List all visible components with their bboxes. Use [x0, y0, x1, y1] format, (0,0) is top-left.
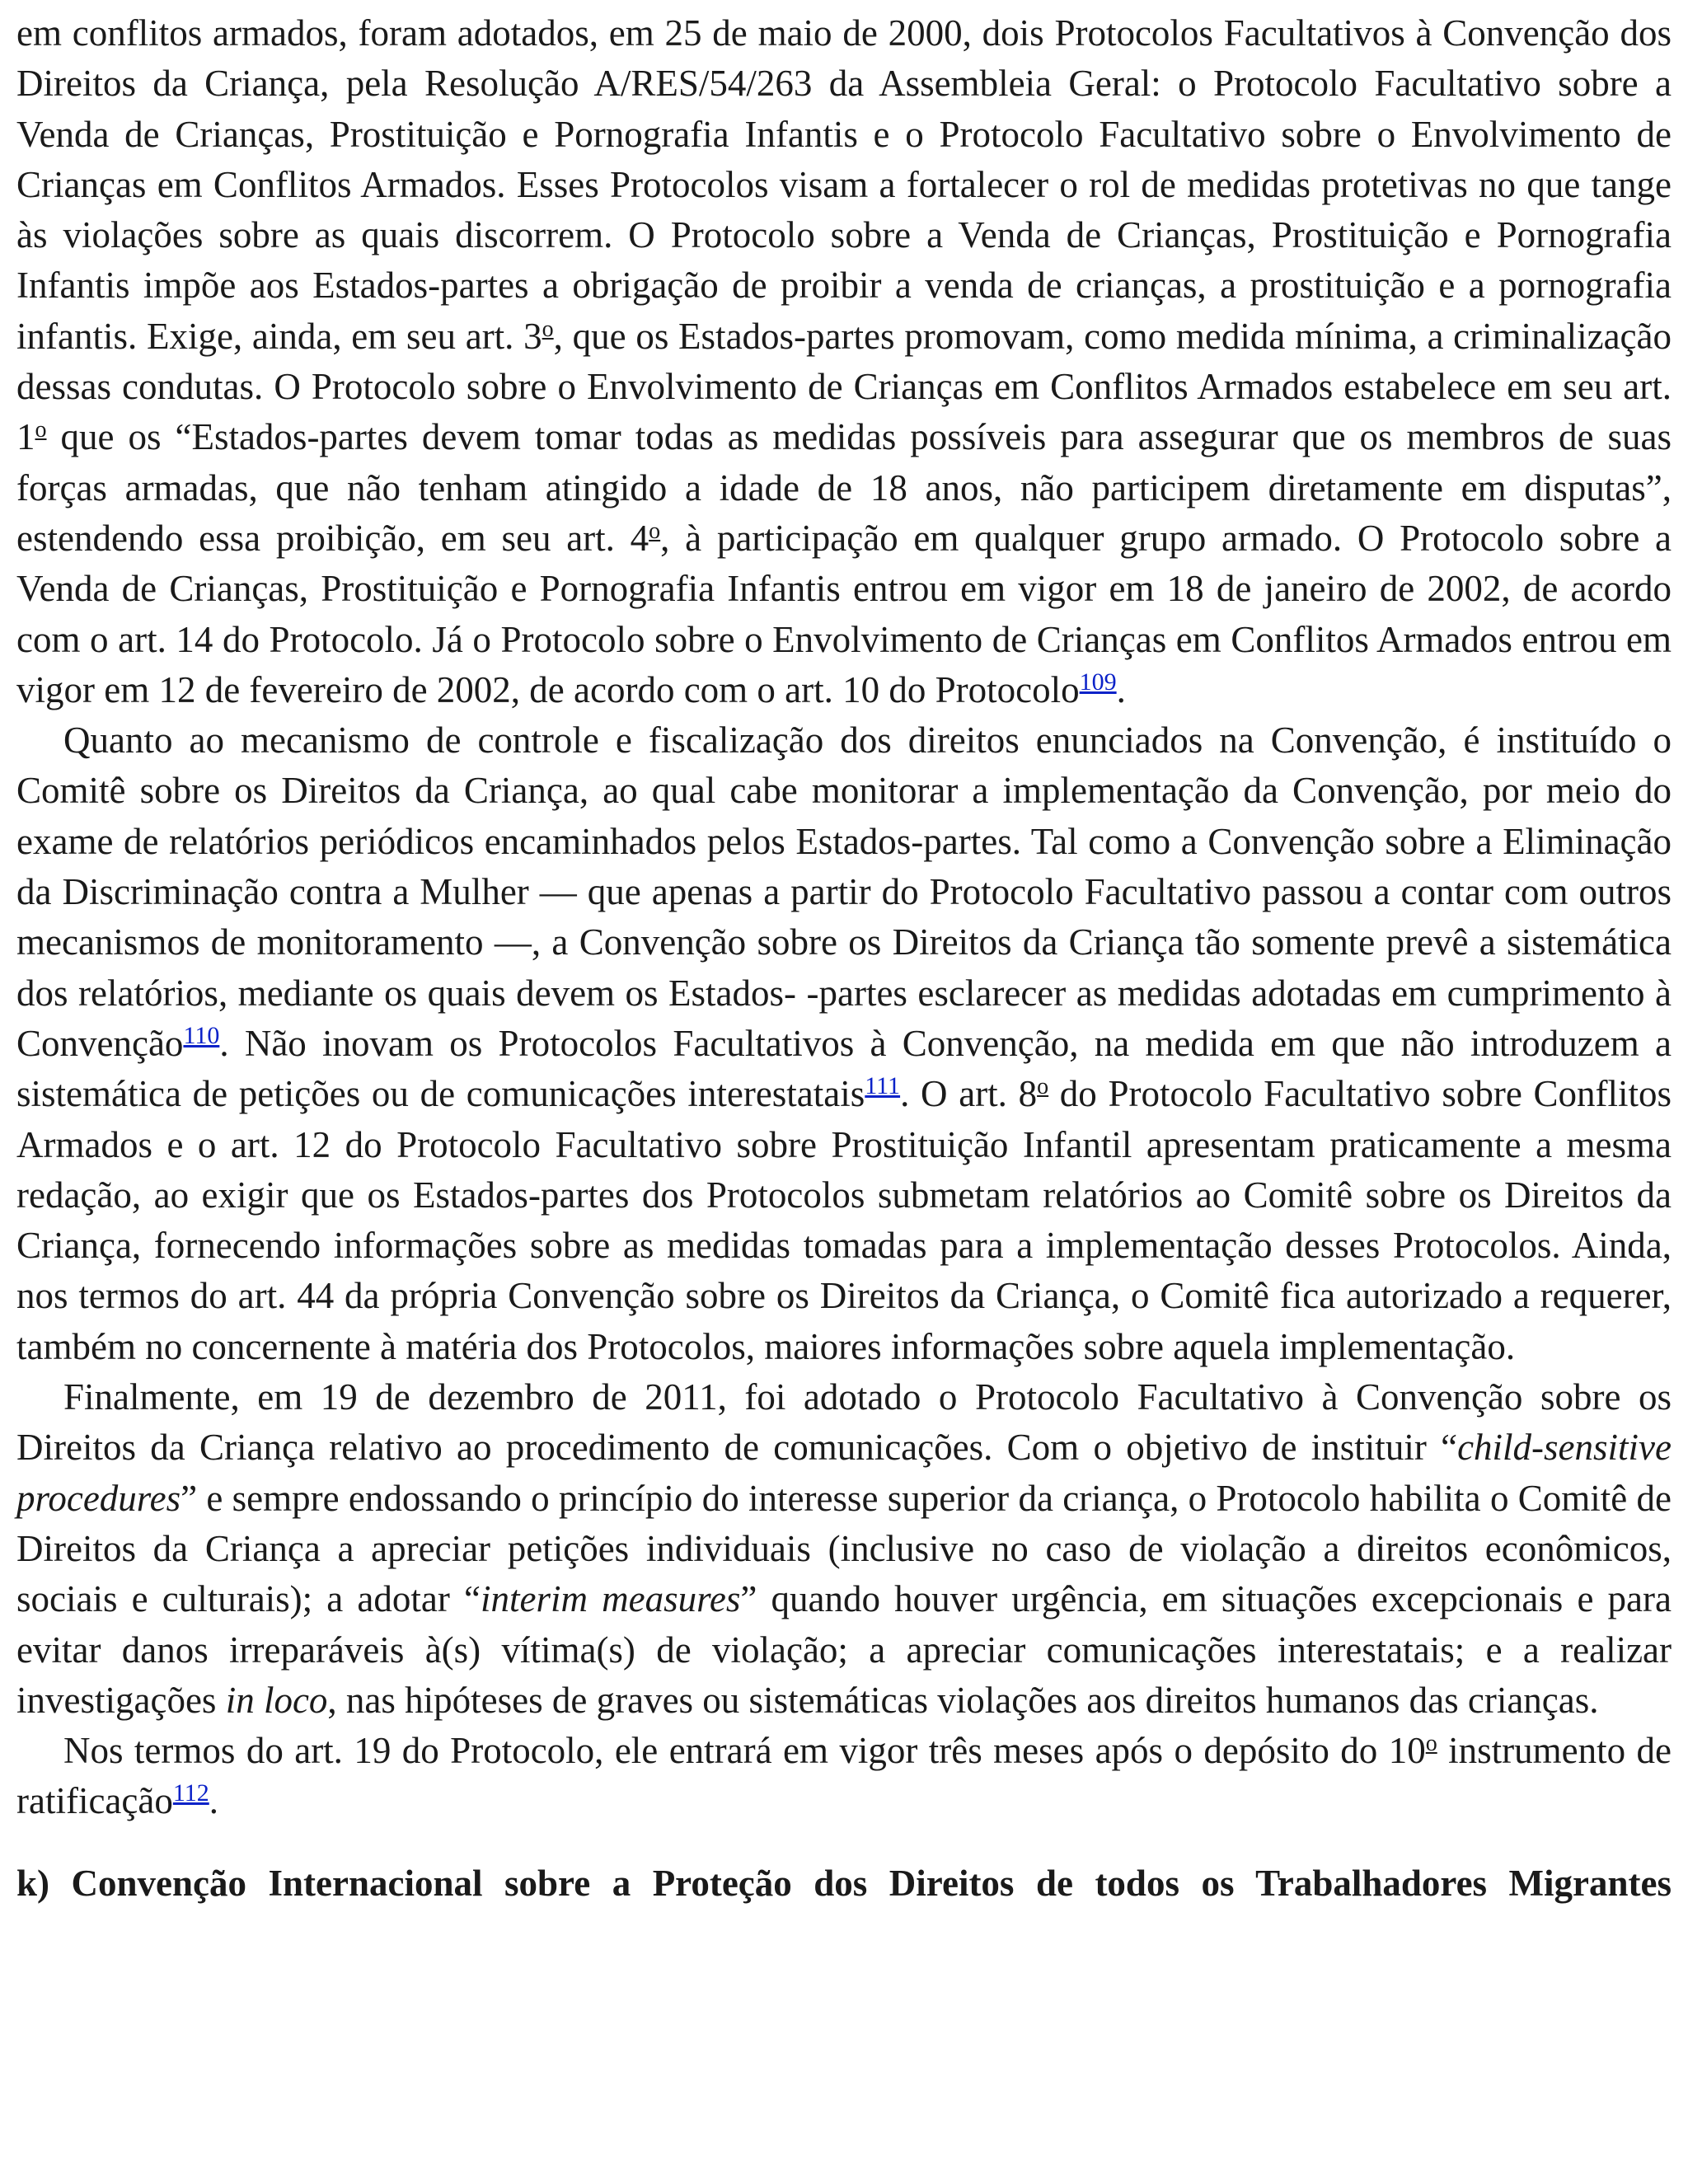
paragraph-protocols-overview: [16, 8, 1672, 715]
paragraph-text: ” e sempre endossando o princípio do interesse superior da criança, o Protocolo habilita o Comitê de Direitos da Criança a apreciar petições individuais (inclusive no caso de violação a direitos econômicos, sociais e culturais); a adotar “: [16, 1477, 1672, 1620]
paragraph-text: Finalmente, em 19 de dezembro de 2011, foi adotado o Protocolo Facultativo à Convenção sobre os Direitos da Criança relativo ao procedimento de comunicações. Com o objetivo de instituir “: [16, 1376, 1672, 1469]
footnote-link-111[interactable]: 111: [865, 1072, 901, 1100]
paragraph-text: em conflitos armados, foram adotados, em 25 de maio de 2000, dois Protocolos Facultativos à Convenção dos Direitos da Criança, pela Resolução A/RES/54/263 da Assembleia Geral: o Protocolo Facultativo sobre a Venda de Crianças, Prostituição e Pornografia Infantis e o Protocolo Facultativo sobre o Envolvimento de Crianças em Conflitos Armados. Esses Protocolos visam a fortalecer o rol de medidas protetivas no que tange às violações sobre as quais discorrem. O Protocolo sobre a Venda de Crianças, Prostituição e Pornografia Infantis impõe aos Estados-partes a obrigação de proibir a venda de crianças, a prostituição e a pornografia infantis. Exige, ainda, em seu art. 3: [16, 12, 1672, 357]
footnote-link-110[interactable]: 110: [183, 1021, 220, 1049]
paragraph-committee-monitoring: [16, 715, 1672, 1372]
paragraph-text: ” quando houver urgência, em situações excepcionais e para evitar danos irreparáveis à(s) vítima(s) de violação; a apreciar comunicações interestatais; e a realizar investigações: [16, 1578, 1672, 1721]
ordinal-indicator: o: [1425, 1731, 1437, 1757]
footnote-link-112[interactable]: 112: [172, 1779, 209, 1807]
footnote-link-109[interactable]: 109: [1079, 668, 1117, 696]
paragraph-text: .: [1116, 668, 1126, 710]
paragraph-text: Nos termos do art. 19 do Protocolo, ele entrará em vigor três meses após o depósito do 10: [63, 1730, 1426, 1772]
ordinal-indicator: o: [542, 316, 554, 342]
ordinal-indicator: o: [1037, 1074, 1049, 1100]
section-heading: k) Convenção Internacional sobre a Proteção dos Direitos de todos os Trabalhadores Migrantes: [16, 1862, 1672, 1904]
paragraph-text: , à participação em qualquer grupo armado. O Protocolo sobre a Venda de Crianças, Prostituição e Pornografia Infantis entrou em vigor em 18 de janeiro de 2002, de acordo com o art. 14 do Protocolo. Já o Protocolo sobre o Envolvimento de Crianças em Conflitos Armados entrou em vigor em 12 de fevereiro de 2002, de acordo com o art. 10 do Protocolo: [16, 517, 1672, 710]
ordinal-indicator: o: [649, 518, 661, 544]
italic-term: child-sensitive procedures: [16, 1427, 1672, 1519]
paragraph-text: Quanto ao mecanismo de controle e fiscalização dos direitos enunciados na Convenção, é instituído o Comitê sobre os Direitos da Criança, ao qual cabe monitorar a implementação da Convenção, por meio do exame de relatórios periódicos encaminhados pelos Estados-partes. Tal como a Convenção sobre a Eliminação da Discriminação contra a Mulher — que apenas a partir do Protocolo Facultativo passou a contar com outros mecanismos de monitoramento —, a Convenção sobre os Direitos da Criança tão somente prevê a sistemática dos relatórios, mediante os quais devem os Estados- -partes esclarecer as medidas adotadas em cumprimento à Convenção: [16, 719, 1672, 1064]
paragraph-text: que os “Estados-partes devem tomar todas as medidas possíveis para assegurar que os membros de suas forças armadas, que não tenham atingido a idade de 18 anos, não participem diretamente em disputas”, estendendo essa proibição, em seu art. 4: [16, 416, 1672, 559]
ordinal-indicator: o: [35, 417, 47, 443]
italic-term: in loco: [225, 1679, 328, 1721]
paragraph-text: . Não inovam os Protocolos Facultativos à Convenção, na medida em que não introduzem a sistemática de petições ou de comunicações interestatais: [16, 1022, 1672, 1115]
paragraph-text: instrumento de ratificação: [16, 1730, 1672, 1822]
italic-term: interim measures: [480, 1578, 741, 1620]
paragraph-text: , que os Estados-partes promovam, como medida mínima, a criminalização dessas condutas. O Protocolo sobre o Envolvimento de Crianças em Conflitos Armados estabelece em seu art. 1: [16, 315, 1672, 458]
paragraph-communications-protocol: [16, 1372, 1672, 1726]
paragraph-entry-into-force: [16, 1726, 1672, 1827]
paragraph-text: .: [209, 1780, 218, 1822]
paragraph-text: do Protocolo Facultativo sobre Conflitos Armados e o art. 12 do Protocolo Facultativo sobre Prostituição Infantil apresentam praticamente a mesma redação, ao exigir que os Estados-partes dos Protocolos submetam relatórios ao Comitê sobre os Direitos da Criança, fornecendo informações sobre as medidas tomadas para a implementação desses Protocolos. Ainda, nos termos do art. 44 da própria Convenção sobre os Direitos da Criança, o Comitê fica autorizado a requerer, também no concernente à matéria dos Protocolos, maiores informações sobre aquela implementação.: [16, 1073, 1672, 1367]
paragraph-text: . O art. 8: [900, 1073, 1038, 1115]
document-page: [16, 8, 1672, 1909]
paragraph-text: , nas hipóteses de graves ou sistemáticas violações aos direitos humanos das crianças.: [327, 1679, 1599, 1721]
